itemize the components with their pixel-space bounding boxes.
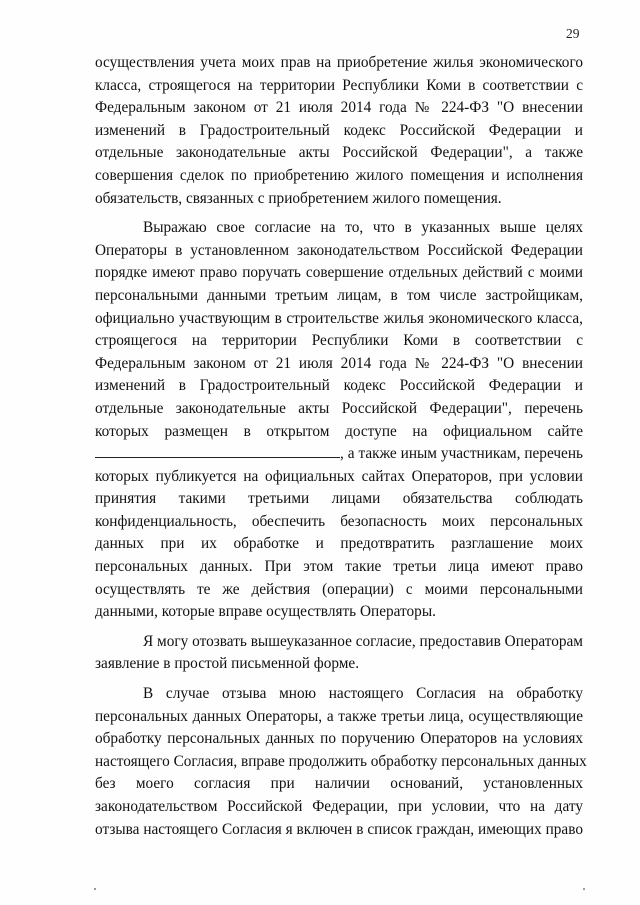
text-line: принятия такими третьими лицами обязательства соблюдать xyxy=(95,490,583,508)
text-line: строящегося на территории Республики Коми в соответствии с xyxy=(95,332,583,350)
text-line: Федеральным законом от 21 июля 2014 года № 224-ФЗ "О внесении xyxy=(95,354,583,372)
text-line: отзыва настоящего Согласия я включен в список граждан, имеющих право xyxy=(95,820,583,838)
document-body xyxy=(95,52,587,841)
paragraph-revocation xyxy=(95,631,583,676)
text-line: данных при их обработке и предотвратить разглашение моих xyxy=(95,535,583,553)
text-line: законодательством Российской Федерации, при условии, что на дату xyxy=(95,798,583,815)
text-line: официально участвующим в строительстве жилья экономического класса, xyxy=(95,309,583,327)
paragraph-consent-third-parties xyxy=(95,217,583,624)
text-line: заявление в простой письменной форме. xyxy=(95,655,360,673)
text-line: Выражаю свое согласие на то, что в указанных выше целях xyxy=(143,219,583,237)
text-line: класса, строящегося на территории Республики Коми в соответствии с xyxy=(95,76,583,94)
text-line: обработку персональных данных по поручению Операторов на условиях xyxy=(95,730,583,748)
text-line: совершения сделок по приобретению жилого помещения и исполнения xyxy=(95,166,583,184)
paragraph-revocation-consequences xyxy=(95,683,587,841)
text-line: данными, которые вправе осуществлять Операторы. xyxy=(95,603,436,621)
scan-artifact xyxy=(583,888,585,890)
text-line: изменений в Градостроительный кодекс Российской Федерации и xyxy=(95,121,583,139)
text-line: которых публикуется на официальных сайтах Операторов, при условии xyxy=(95,467,583,485)
text-line: Операторы в установленном законодательством Российской Федерации xyxy=(95,241,583,259)
paragraph-continuation xyxy=(95,52,583,210)
website-blank-field xyxy=(95,443,340,458)
text-line: обязательств, связанных с приобретением жилого помещения. xyxy=(95,189,502,207)
text-line: отдельные законодательные акты Российской Федерации", а также xyxy=(95,144,583,162)
text-line: Я могу отозвать вышеуказанное согласие, предоставив Операторам xyxy=(143,632,583,650)
text-line: В случае отзыва мною настоящего Согласия на обработку xyxy=(143,685,583,703)
text-line: персональных данных Операторы, а также третьи лица, осуществляющие xyxy=(95,707,583,725)
text-line: осуществлять те же действия (операции) с моими персональными xyxy=(95,580,583,598)
text-line: порядке имеют право поручать совершение отдельных действий с моими xyxy=(95,264,583,282)
text-line: настоящего Согласия, вправе продолжить обработку персональных данных xyxy=(95,752,587,770)
text-fragment: , а также иным участникам, перечень xyxy=(340,445,583,463)
text-line: осуществления учета моих прав на приобретение жилья экономического xyxy=(95,54,583,71)
text-line: конфиденциальность, обеспечить безопасность моих персональных xyxy=(95,512,583,530)
text-line: которых размещен в открытом доступе на официальном сайте xyxy=(95,422,583,440)
text-line: персональных данных. При этом такие третьи лица имеют право xyxy=(95,558,583,576)
page-number: 29 xyxy=(566,26,580,41)
text-line: изменений в Градостроительный кодекс Российской Федерации и xyxy=(95,377,583,395)
scan-artifact xyxy=(94,888,96,890)
blank-line xyxy=(95,443,583,466)
text-line: персональными данными третьим лицам, в том числе застройщикам, xyxy=(95,286,583,304)
text-line: отдельные законодательные акты Российской Федерации", перечень xyxy=(95,399,583,417)
text-line: без моего согласия при наличии оснований, установленных xyxy=(95,775,583,793)
text-line: Федеральным законом от 21 июля 2014 года № 224-ФЗ "О внесении xyxy=(95,99,583,117)
